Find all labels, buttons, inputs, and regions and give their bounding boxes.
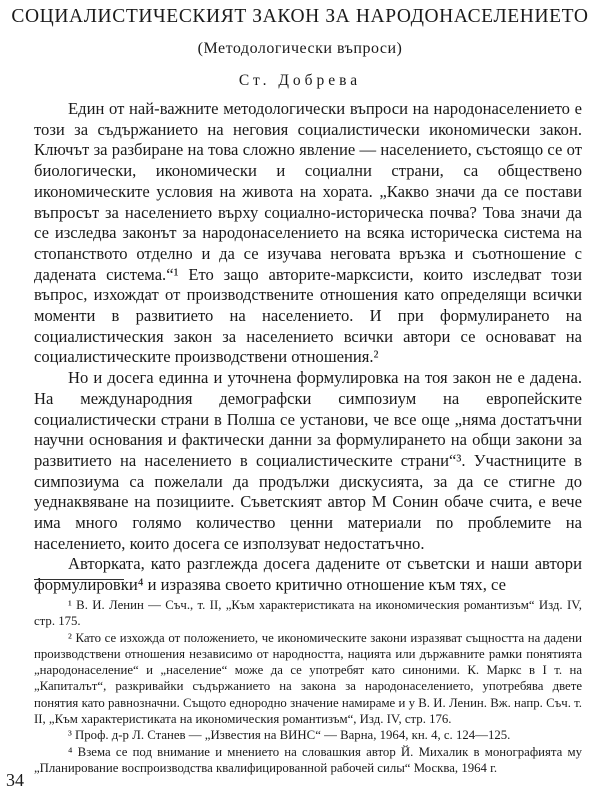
body-paragraph: Но и досега единна и уточнена формулировка на тоя закон не е дадена. На международния демографски симпозиум на европейските социалистически страни в Полша се установи, че все още „няма достатъчни научни основания и фактически данни за формулирането на общи закони за развитието на населението в социалистическите страни“³. Участниците в симпозиума са пожелали да продължи дискусията, за да се стигне до уеднаквяване на позициите. Съветският автор М Сонин обаче счита, е вече има много голямо количество ценни материали по проблемите на населението, които досега се използуват недостатъчно.: [34, 368, 582, 553]
footnote: ¹ В. И. Ленин — Съч., т. II, „Към характеристиката на икономическия романтизъм“ Изд. IV, стр. 175.: [34, 598, 582, 629]
article-title: СОЦИАЛИСТИЧЕСКИЯТ ЗАКОН ЗА НАРОДОНАСЕЛЕНИЕТО: [11, 6, 589, 27]
page-number: 34: [6, 770, 24, 790]
body-paragraph: Авторката, като разглежда досега дадените от съветски и наши автори формулировки⁴ и изразява своето критично отношение към тях, се: [34, 554, 582, 595]
footnote: ³ Проф. д-р Л. Станев — „Известия на ВИНС“ — Варна, 1964, кн. 4, с. 124—125.: [68, 728, 511, 743]
footnote: ⁴ Взема се под внимание и мнението на словашкия автор Й. Михалик в монографията му „Планирование воспроизводства квалифицированной рабочей силы“ Москва, 1964 г.: [34, 744, 582, 775]
article-subtitle: (Методологически въпроси): [197, 40, 403, 57]
footnote: ² Като се изхожда от положението, че икономическите закони изразяват същността на дадени производствени отношения независимо от народността, нацията или държавните рамки понятията „народонаселение“ и „население“ може да се употребят като синоними. К. Маркс в I т. на „Капиталът“, разкривайки съдържанието на закона за народонаселението, употребява двете понятия като равнозначни. Същото еднородно значение намираме и у В. И. Ленин. Вж. напр. Съч. т. II, „Към характеристиката на икономическия романтизъм“, Изд. IV, стр. 176.: [34, 630, 582, 727]
footnote-divider: [34, 579, 124, 580]
footnotes: [34, 597, 582, 776]
article-author: Ст. Добрева: [238, 72, 362, 89]
body-paragraph: Един от най-важните методологически въпроси на народонаселението е този за съдържанието на неговия социалистически икономически закон. Ключът за разбиране на това сложно явление — населението, състоящо се от биологически, икономически и социални страни, са обществено икономическите условия на живота на хората. „Какво значи да се постави въпросът за населението върху социално-историческа почва? Това значи да се изследва законът за народонаселението на всяка историческа система на стопанството отделно и да се изучава неговата връзка и съотношение с дадената система.“¹ Ето защо авторите-марксисти, които изследват този въпрос, изхождат от производствените отношения като определящи всички моменти в развитието на населението. И при формулирането на социалистическия закон за населението всички автори се основават на социалистическите производствени отношения.²: [34, 99, 582, 367]
article-body: [34, 99, 582, 596]
